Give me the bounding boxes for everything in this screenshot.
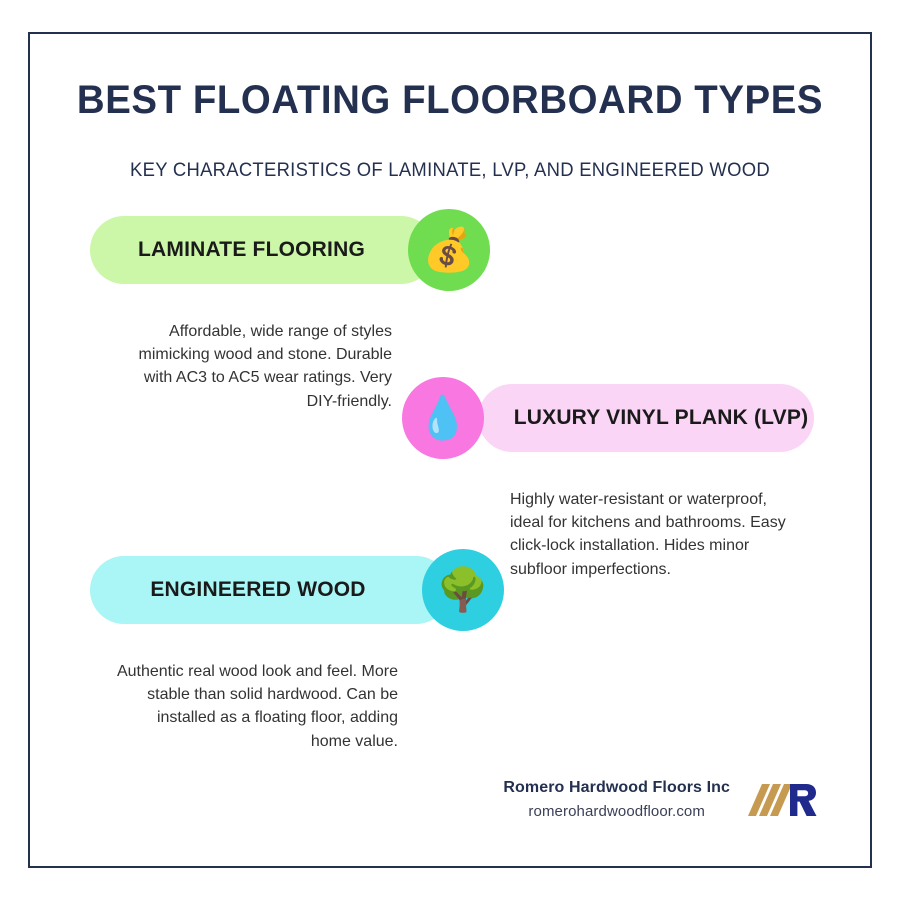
brand-name: Romero Hardwood Floors Inc — [503, 779, 730, 796]
card-engineered-wood — [30, 556, 870, 750]
page-subtitle: KEY CHARACTERISTICS OF LAMINATE, LVP, AND ENGINEERED WOOD — [130, 160, 770, 181]
card-body-engineered-wood: Authentic real wood look and feel. More stable than solid hardwood. Can be installed as a floating floor, adding home value. — [116, 663, 398, 750]
romero-wr-logo-icon — [746, 778, 818, 822]
pill-lvp — [478, 384, 814, 452]
card-body-lvp: Highly water-resistant or waterproof, ideal for kitchens and bathrooms. Easy click-lock installation. Hides minor subfloor imperfections. — [510, 491, 786, 578]
brand-text-group — [503, 776, 730, 824]
pill-label-laminate: LAMINATE FLOORING — [138, 238, 365, 261]
money-bag-icon: 💰 — [408, 209, 490, 291]
pill-row-lvp — [30, 384, 870, 466]
poster-footer — [30, 776, 870, 824]
brand-url[interactable]: romerohardwoodfloor.com — [528, 803, 705, 820]
pill-row-laminate — [30, 216, 870, 298]
pill-label-lvp: LUXURY VINYL PLANK (LVP) — [513, 406, 809, 429]
pill-engineered-wood — [90, 556, 450, 624]
poster-header — [30, 34, 870, 182]
card-laminate — [30, 216, 870, 410]
card-body-laminate: Affordable, wide range of styles mimicking wood and stone. Durable with AC3 to AC5 wear ratings. Very DIY-friendly. — [138, 323, 392, 410]
page-title: BEST FLOATING FLOORBOARD TYPES — [76, 78, 824, 122]
pill-label-engineered-wood: ENGINEERED WOOD — [150, 578, 366, 601]
infographic-poster — [28, 32, 872, 868]
deciduous-tree-icon: 🌳 — [422, 549, 504, 631]
card-lvp — [30, 384, 870, 578]
pill-row-engineered-wood — [30, 556, 870, 638]
water-droplet-icon: 💧 — [402, 377, 484, 459]
pill-laminate — [90, 216, 435, 284]
